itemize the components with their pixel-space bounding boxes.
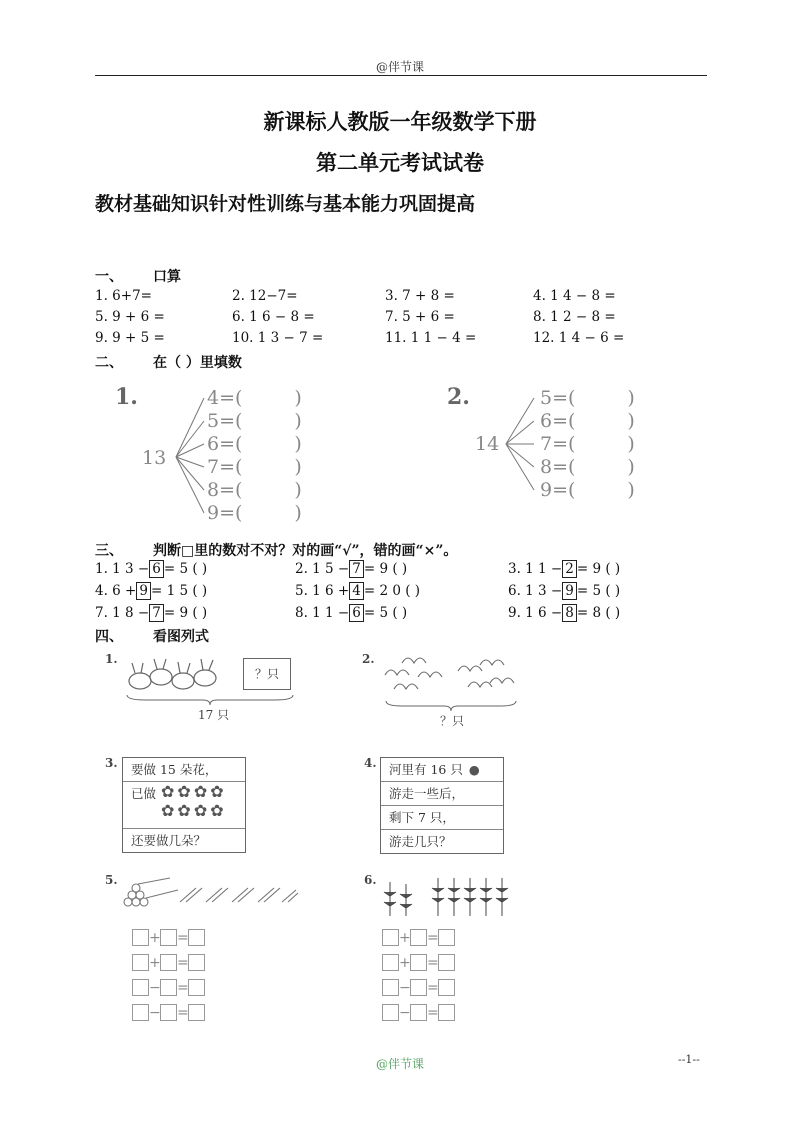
calc-item: 3. 7 + 8 = [385,288,455,304]
blank-box[interactable] [410,1004,427,1021]
section1-title: 口算 [153,269,181,285]
equation-row: + = [382,927,455,952]
fill-row[interactable]: 8=( ) [207,479,302,501]
p2-label: 2. [362,652,375,666]
fill-row[interactable]: 8=( ) [540,456,635,478]
judge-item: 8. 1 1 − 6 = 5 ( ) [295,605,408,621]
judge-item: 2. 1 5 − 7 = 9 ( ) [295,561,408,577]
calc-item: 5. 9 + 6 = [95,309,165,325]
p1-total: 17 只 [198,708,230,722]
p2-brace [384,700,518,712]
equation-row: − = [132,977,205,1002]
p4-panel [380,757,504,854]
blank-box[interactable] [132,979,149,996]
section4-title: 看图列式 [153,629,209,645]
blank-box[interactable] [438,929,455,946]
page-header: @伴节课 [375,60,424,74]
p3-line: 还要做几朵？ [131,833,207,848]
blank-box[interactable] [410,979,427,996]
p3-line: 要做 15 朵花， [123,758,245,782]
section4-num: 四、 [95,629,123,645]
equation-row: − = [382,1002,455,1027]
blank-box[interactable] [188,979,205,996]
equation-row: + = [132,952,205,977]
answer-box: 6 [349,604,364,622]
q2-branch-lines [500,392,540,502]
section3-heading [95,540,457,560]
section1-num: 一、 [95,269,123,285]
q1-label: 1. [115,384,138,410]
judge-item: 1. 1 3 − 6 = 5 ( ) [95,561,208,577]
judge-item: 5. 1 6 + 4 = 2 0 ( ) [295,583,421,599]
section3-title: 判断□里的数对不对？对的画“√”，错的画“×”。 [153,543,458,559]
p4-line: 河里有 16 只 ● [381,758,503,782]
calc-item: 6. 1 6 − 8 = [232,309,315,325]
blank-box[interactable] [160,954,177,971]
calc-item: 7. 5 + 6 = [385,309,455,325]
equation-row: − = [132,1002,205,1027]
judge-item: 4. 6 + 9 = 1 5 ( ) [95,583,208,599]
p4-label: 4. [364,756,377,770]
judge-item: 3. 1 1 − 2 = 9 ( ) [508,561,621,577]
doc-unit-title: 第二单元考试试卷 [316,150,484,175]
fill-row[interactable]: 9=( ) [540,479,635,501]
section2-heading [95,352,242,372]
calc-item: 2. 12−7= [232,288,298,304]
judge-item: 7. 1 8 − 7 = 9 ( ) [95,605,208,621]
section1-heading [95,266,181,286]
equation-row: − = [382,977,455,1002]
page-number: --1-- [678,1053,700,1066]
blank-box[interactable] [132,1004,149,1021]
doc-title: 新课标人教版一年级数学下册 [263,109,537,134]
section3-num: 三、 [95,543,123,559]
p6-label: 6. [364,873,377,887]
blank-box[interactable] [382,979,399,996]
birds-illustration [380,655,520,700]
blank-box[interactable] [160,1004,177,1021]
calc-item: 8. 1 2 − 8 = [533,309,616,325]
p5-equations [132,927,205,1027]
p3-label: 3. [105,756,118,770]
q2-label: 2. [447,384,470,410]
blank-box[interactable] [410,929,427,946]
answer-box: 2 [562,560,577,578]
judge-item: 6. 1 3 − 9 = 5 ( ) [508,583,621,599]
answer-box: 7 [149,604,164,622]
q1-rows [207,387,302,525]
blank-box[interactable] [188,1004,205,1021]
calc-item: 10. 1 3 − 7 = [232,330,324,346]
p1-brace [125,694,295,706]
q1-base-number: 13 [142,447,167,469]
answer-box: 9 [136,582,151,600]
p5-label: 5. [105,873,118,887]
section4-heading [95,626,209,646]
header-divider [95,75,707,76]
page-footer: @伴节课 [375,1057,424,1071]
fill-row[interactable]: 7=( ) [540,433,635,455]
fill-row[interactable]: 5=( ) [207,410,302,432]
flower-icons: ✿✿✿✿ ✿✿✿✿ [161,782,227,820]
calc-item: 11. 1 1 − 4 = [385,330,477,346]
fill-row[interactable]: 6=( ) [207,433,302,455]
answer-box: 6 [149,560,164,578]
calc-item: 1. 6+7= [95,288,152,304]
blank-box[interactable] [410,954,427,971]
p4-line: 游走几只？ [389,834,452,849]
p3-flowers-row [123,782,245,829]
blank-box[interactable] [382,929,399,946]
answer-box: 9 [562,582,577,600]
blank-box[interactable] [382,954,399,971]
q2-rows [540,387,635,502]
blank-box[interactable] [160,929,177,946]
answer-box: 8 [562,604,577,622]
p1-question-box: ？只 [243,658,291,690]
blank-box[interactable] [438,979,455,996]
p4-line: 剩下 7 只， [381,806,503,830]
rabbits-illustration [125,655,225,695]
p6-equations [382,927,455,1027]
sticks-illustration [120,872,300,908]
calc-item: 12. 1 4 − 6 = [533,330,625,346]
calc-item: 4. 1 4 − 8 = [533,288,616,304]
p4-line: 游走一些后， [381,782,503,806]
blank-box[interactable] [188,954,205,971]
p1-label: 1. [105,652,118,666]
fill-row[interactable]: 9=( ) [207,502,302,524]
blank-box[interactable] [188,929,205,946]
fill-row[interactable]: 6=( ) [540,410,635,432]
q2-base-number: 14 [475,433,500,455]
blank-box[interactable] [438,954,455,971]
section2-title: 在（ ）里填数 [153,355,242,371]
blank-box[interactable] [160,979,177,996]
blank-box[interactable] [132,929,149,946]
q1-branch-lines [170,392,210,522]
p2-total: ？只 [440,714,465,728]
blank-box[interactable] [382,1004,399,1021]
blank-box[interactable] [132,954,149,971]
doc-subtitle: 教材基础知识针对性训练与基本能力巩固提高 [95,193,476,215]
equation-row: + = [132,927,205,952]
duck-icon: ● [468,762,480,777]
equation-row: + = [382,952,455,977]
p3-panel [122,757,246,853]
fill-row[interactable]: 7=( ) [207,456,302,478]
section2-num: 二、 [95,355,123,371]
fill-row[interactable]: 4=( ) [207,387,302,409]
answer-box: 4 [349,582,364,600]
judge-item: 9. 1 6 − 8 = 8 ( ) [508,605,621,621]
fill-row[interactable]: 5=( ) [540,387,635,409]
plants-illustration [380,872,520,920]
calc-item: 9. 9 + 5 = [95,330,165,346]
answer-box: 7 [349,560,364,578]
p3-done-label: 已做 [131,786,157,801]
blank-box[interactable] [438,1004,455,1021]
